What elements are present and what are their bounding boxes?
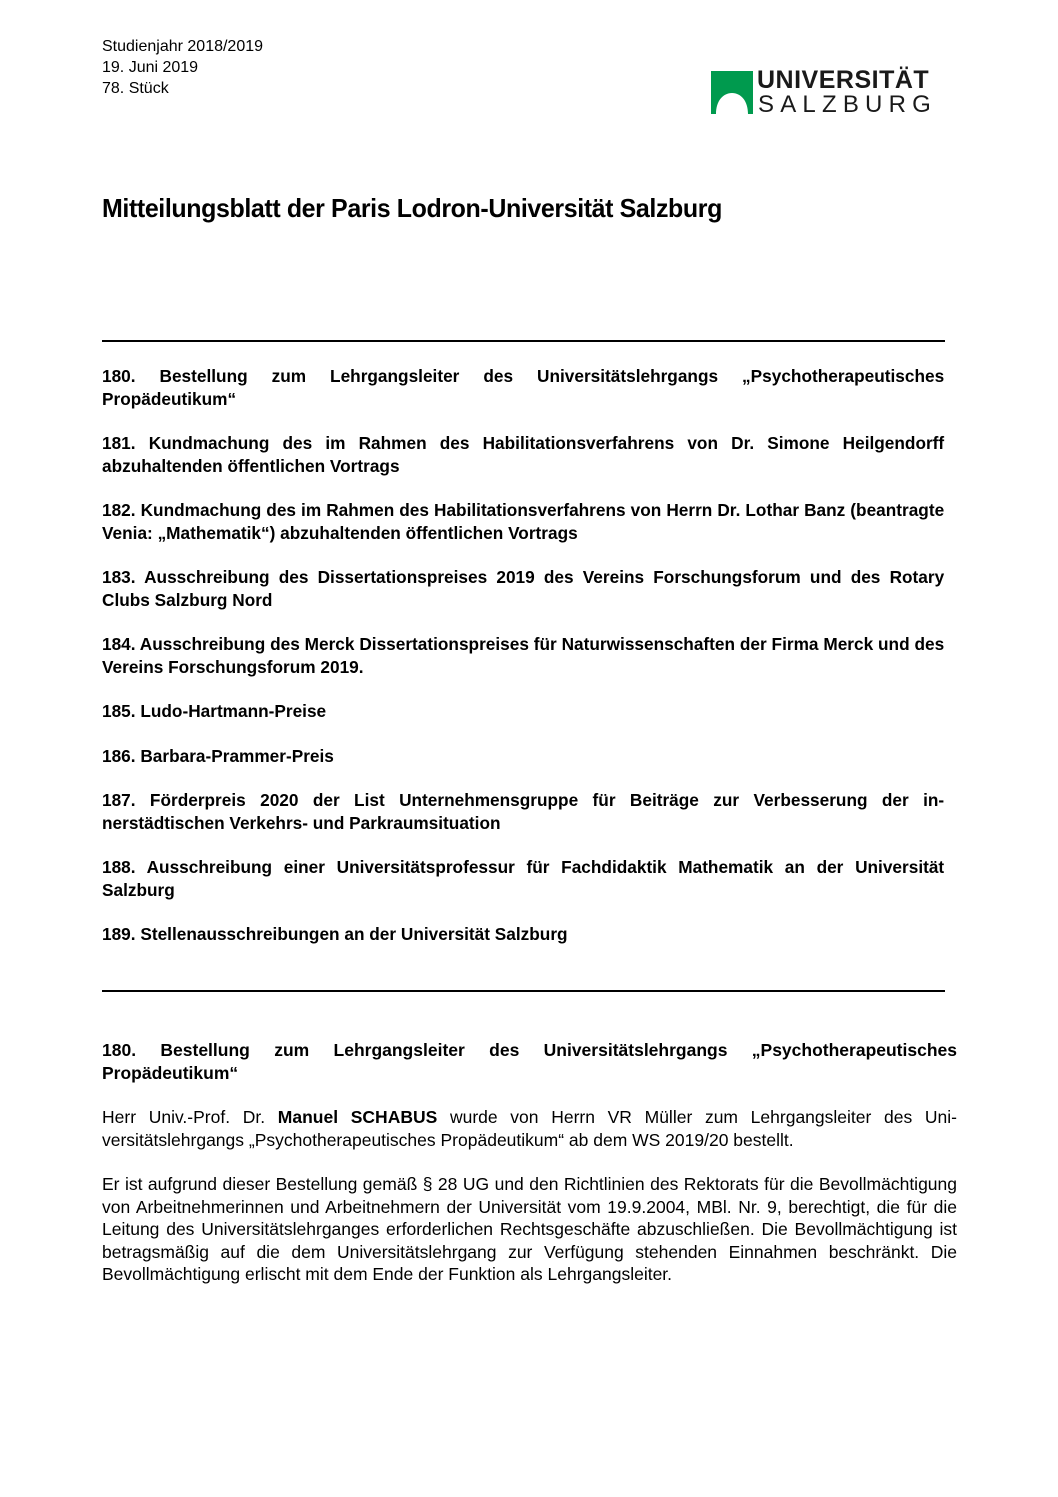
document-meta bbox=[102, 36, 263, 99]
table-of-contents bbox=[102, 365, 957, 968]
toc-item-187[interactable]: 187. Förderpreis 2020 der List Unternehmensgruppe für Beiträge zur Verbesserung der innerstädtischen Verkehrs- und Parkraumsituation bbox=[102, 790, 945, 833]
toc-item-186[interactable]: 186. Barbara-Prammer-Preis bbox=[102, 745, 334, 766]
toc-item-188[interactable]: 188. Ausschreibung einer Universitätsprofessur für Fachdidaktik Mathematik an der Universität Salzburg bbox=[102, 857, 945, 900]
toc-item-189[interactable]: 189. Stellenausschreibungen an der Universität Salzburg bbox=[102, 924, 568, 944]
para-prefix: Herr Univ.-Prof. Dr. bbox=[102, 1107, 278, 1127]
section-heading: 180. Bestellung zum Lehrgangsleiter des Universitätslehrgangs „Psychotherapeutisches Propädeutikum“ bbox=[102, 1040, 957, 1083]
appointee-name: Manuel SCHABUS bbox=[277, 1107, 438, 1127]
toc-item-182[interactable]: 182. Kundmachung des im Rahmen des Habilitationsverfahrens von Herrn Dr. Lothar Banz (beantragte Venia: „Mathematik“) abzuhaltenden öffentlichen Vortrags bbox=[102, 500, 945, 543]
issue-number: 78. Stück bbox=[102, 80, 169, 97]
appointment-paragraph bbox=[102, 1106, 957, 1151]
toc-item-183[interactable]: 183. Ausschreibung des Dissertationspreises 2019 des Vereins Forschungsforum und des Rotary Clubs Salzburg Nord bbox=[102, 567, 945, 610]
para-suffix: wurde von Herrn VR Müller zum Lehrgangsleiter des Universitätslehrgangs „Psychotherapeutisches Propädeutikum“ ab dem WS 2019/20 bestellt. bbox=[102, 1107, 957, 1150]
divider-bottom bbox=[102, 990, 945, 992]
issue-date: 19. Juni 2019 bbox=[102, 59, 199, 76]
toc-item-181[interactable]: 181. Kundmachung des im Rahmen des Habilitationsverfahrens von Dr. Simone Heilgendorff abzuhaltenden öffentlichen Vortrags bbox=[102, 433, 945, 476]
section-180 bbox=[102, 1039, 957, 1308]
logo-text-salzburg: SALZBURG bbox=[758, 91, 937, 118]
academic-year: Studienjahr 2018/2019 bbox=[102, 38, 264, 55]
logo-text-universitaet: UNIVERSITÄT bbox=[757, 66, 930, 94]
logo-arch-icon bbox=[711, 71, 753, 114]
divider-top bbox=[102, 340, 945, 342]
page-title: Mitteilungsblatt der Paris Lodron-Universität Salzburg bbox=[102, 193, 722, 223]
university-logo bbox=[711, 66, 937, 118]
toc-item-184[interactable]: 184. Ausschreibung des Merck Dissertationspreises für Naturwissenschaften der Firma Merck und des Vereins Forschungsforum 2019. bbox=[102, 634, 945, 677]
toc-item-180[interactable]: 180. Bestellung zum Lehrgangsleiter des Universitätslehrgangs „Psychotherapeutisches Propädeutikum“ bbox=[102, 366, 945, 409]
toc-item-185[interactable]: 185. Ludo-Hartmann-Preise bbox=[102, 701, 327, 721]
authorization-paragraph: Er ist aufgrund dieser Bestellung gemäß § 28 UG und den Richtlinien des Rektorats für die Bevollmächtigung von Arbeitnehmerinnen und Arbeitnehmern der Universität vom 19.9.2004, MBl. Nr. 9, berechtigt, die für die Leitung des Universitätslehrganges erforderlichen Rechtsgeschäfte abzuschließen. Die Bevollmächtigung ist betragsmäßig auf die dem Universitätslehrgang zur Verfügung stehenden Einnahmen beschränkt. Die Bevollmächtigung erlischt mit dem Ende der Funktion als Lehrgangsleiter. bbox=[102, 1174, 957, 1284]
